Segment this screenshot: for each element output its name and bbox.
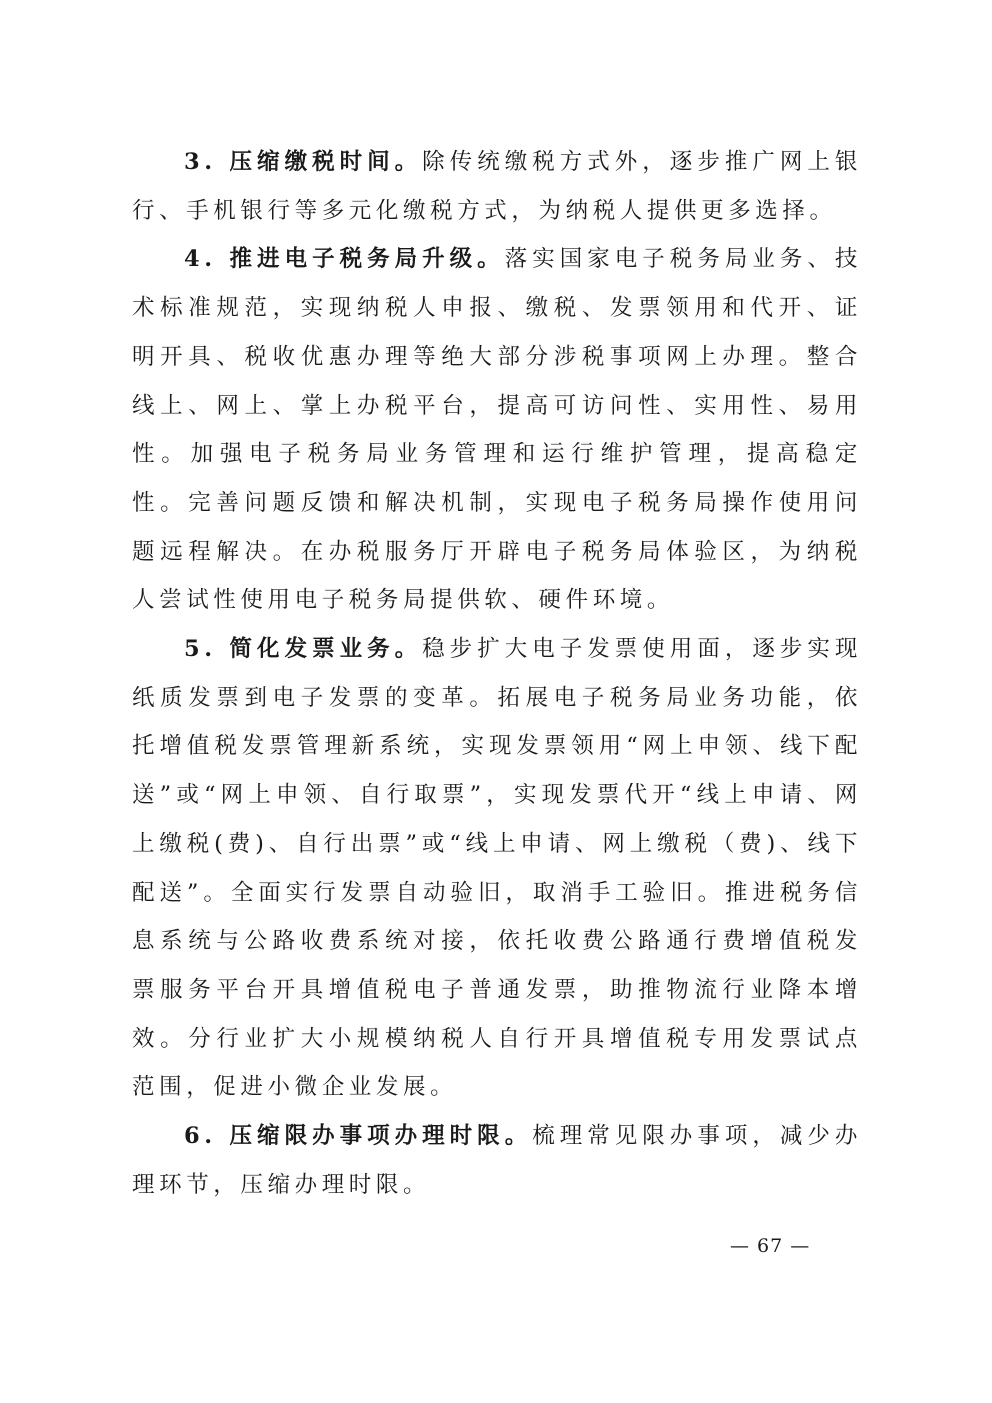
paragraph-item-4 bbox=[132, 235, 862, 625]
paragraph-item-3 bbox=[132, 138, 862, 235]
paragraph-heading: 6. 压缩限办事项办理时限。 bbox=[184, 1123, 533, 1150]
paragraph-heading: 4. 推进电子税务局升级。 bbox=[184, 246, 505, 273]
paragraph-body: 除传统缴税方式外，逐步推广网上银行、手机银行等多元化缴税方式，为纳税人提供更多选择。 bbox=[132, 149, 862, 224]
paragraph-body: 梳理常见限办事项，减少办理环节，压缩办理时限。 bbox=[132, 1123, 862, 1198]
page-number: — 67 — bbox=[730, 1235, 811, 1257]
paragraph-heading: 5. 简化发票业务。 bbox=[184, 636, 423, 663]
paragraph-body: 稳步扩大电子发票使用面，逐步实现纸质发票到电子发票的变革。拓展电子税务局业务功能，依托增值税发票管理新系统，实现发票领用“网上申领、线下配送”或“网上申领、自行取票”，实现发票代开“线上申请、网上缴税(费)、自行出票”或“线上申请、网上缴税（费)、线下配送”。全面实行发票自动验旧，取消手工验旧。推进税务信息系统与公路收费系统对接，依托收费公路通行费增值税发票服务平台开具增值税电子普通发票，助推物流行业降本增效。分行业扩大小规模纳税人自行开具增值税专用发票试点范围，促进小微企业发展。 bbox=[132, 636, 862, 1101]
paragraph-body: 落实国家电子税务局业务、技术标准规范，实现纳税人申报、缴税、发票领用和代开、证明开具、税收优惠办理等绝大部分涉税事项网上办理。整合线上、网上、掌上办税平台，提高可访问性、实用性、易用性。加强电子税务局业务管理和运行维护管理，提高稳定性。完善问题反馈和解决机制，实现电子税务局操作使用问题远程解决。在办税服务厅开辟电子税务局体验区，为纳税人尝试性使用电子税务局提供软、硬件环境。 bbox=[132, 246, 862, 614]
paragraph-item-6 bbox=[132, 1112, 862, 1209]
paragraph-heading: 3. 压缩缴税时间。 bbox=[184, 149, 423, 175]
body-text bbox=[132, 138, 862, 1209]
paragraph-item-5 bbox=[132, 625, 862, 1112]
